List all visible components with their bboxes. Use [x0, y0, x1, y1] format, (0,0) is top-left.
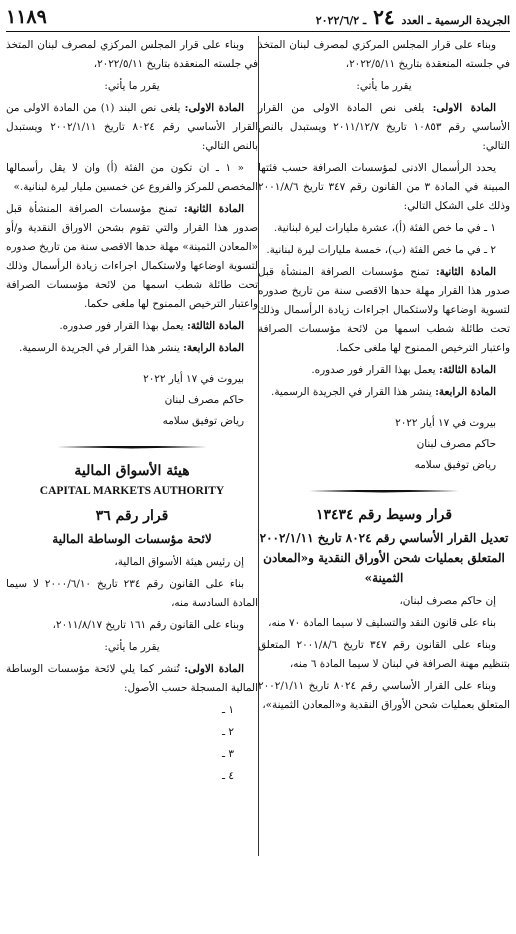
list-item: ٢ ـ في ما خص الفئة (ب)، خمسة مليارات ليرة لبنانية.	[266, 244, 496, 256]
right-column	[258, 36, 510, 718]
authority-name-arabic: هيئة الأسواق المالية	[74, 463, 190, 479]
article-text: يلغى نص البند (١) من المادة الاولى من القرار الأساسي رقم ٨٠٢٤ تاريخ ٢٠٠٢/١/١١ ويستبدل بالنص التالي:	[6, 102, 259, 152]
article-text: يعمل بهذا القرار فور صدوره.	[59, 320, 184, 332]
paragraph: وبناء على القانون رقم ٣٤٧ تاريخ ٢٠٠١/٨/٦ المتعلق بتنظيم مهنة الصرافة في لبنان لا سيما المادة ٦ منه،	[258, 639, 510, 670]
article-text: ينشر هذا القرار في الجريدة الرسمية.	[271, 386, 432, 398]
article-1	[258, 99, 510, 156]
issue-date: ـ ٢٠٢٢/٦/٢	[315, 14, 367, 27]
paragraph: بناء على القانون رقم ٢٣٤ تاريخ ٢٠٠٠/٦/١٠ لا سيما المادة السادسة منه،	[6, 578, 258, 609]
signature-title: حاكم مصرف لبنان	[164, 394, 244, 406]
article-text: ينشر هذا القرار في الجريدة الرسمية.	[19, 342, 180, 354]
decision-subtitle-line: تعديل القرار الأساسي رقم ٨٠٢٤ تاريخ ٢٠٠٢/١/١١	[259, 531, 509, 545]
left-column	[6, 36, 258, 789]
decision-title: قرار وسيط رقم ١٣٤٣٤	[315, 507, 453, 523]
list-item: ١ ـ	[222, 704, 234, 716]
decision-title: قرار رقم ٣٦	[95, 508, 169, 524]
article-text: تمنح مؤسسات الصرافة المنشأة قبل صدور هذا القرار مهلة حدها الاقصى سنة من تاريخ صدوره لتسوية اوضاعها ولاستكمال اجراءات زيادة الرأسمال وذلك تحت طائلة شطب اسمها من لائحة مؤسسات الصرافة واعتبار الترخيص الممنوح لها ملغى حكما.	[258, 266, 510, 354]
article-label: المادة الثالثة:	[187, 320, 244, 332]
decision-subtitle-line: المتعلق بعمليات شحن الأوراق النقدية و«المعادن الثمينة»	[263, 551, 505, 585]
article-label: المادة الاولى:	[432, 102, 496, 114]
paragraph: إن حاكم مصرف لبنان،	[399, 595, 496, 607]
quoted-text: « ١ ـ ان تكون من الفئة (أ) وان لا يقل رأسمالها المخصص للمركز والفروع عن خمسين مليار ليرة لبنانية.»	[6, 162, 258, 193]
signature-title: حاكم مصرف لبنان	[416, 438, 496, 450]
article-3	[258, 361, 510, 380]
page-number: ١١٨٩	[6, 6, 47, 28]
article-text: يلغى نص المادة الاولى من القرار الأساسي رقم ١٠٨٥٣ تاريخ ٢٠١١/١٢/٧ ويستبدل بالنص التالي:	[258, 102, 511, 152]
article-3	[6, 317, 258, 336]
article-text: تُنشر كما يلي لائحة مؤسسات الوساطة المالية المسجلة حسب الأصول:	[6, 663, 258, 694]
article-1	[6, 660, 258, 698]
article-label: المادة الاولى:	[184, 663, 244, 675]
section-divider	[6, 440, 258, 454]
paragraph: وبناء على القرار الأساسي رقم ٨٠٢٤ تاريخ ٢٠٠٢/١/١١ المتعلق بعمليات شحن الأوراق النقدية و«المعادن الثمينة»،	[258, 680, 510, 711]
article-4	[258, 383, 510, 402]
issue-number: ٢٤	[373, 5, 395, 29]
decision-subtitle	[258, 528, 510, 588]
journal-name: الجريدة الرسمية ـ العدد	[401, 14, 510, 27]
decides-heading: يقرر ما يأتي:	[104, 80, 160, 92]
article-label: المادة الثالثة:	[439, 364, 496, 376]
article-1	[6, 99, 258, 156]
signature-name: رياض توفيق سلامه	[414, 459, 496, 471]
paragraph: وبناء على قرار المجلس المركزي لمصرف لبنان المتخذ في جلسته المنعقدة بتاريخ ٢٠٢٢/٥/١١،	[258, 39, 510, 70]
article-text: يعمل بهذا القرار فور صدوره.	[311, 364, 436, 376]
paragraph: إن رئيس هيئة الأسواق المالية،	[114, 556, 244, 568]
list-item: ١ ـ في ما خص الفئة (أ)، عشرة مليارات ليرة لبنانية.	[273, 222, 496, 234]
decides-heading: يقرر ما يأتي:	[104, 641, 160, 653]
decision-subtitle: لائحة مؤسسات الوساطة المالية	[52, 532, 212, 546]
article-label: المادة الرابعة:	[435, 386, 496, 398]
article-label: المادة الثانية:	[183, 203, 244, 215]
article-2	[258, 263, 510, 358]
article-label: المادة الاولى:	[184, 102, 244, 114]
paragraph: وبناء على قرار المجلس المركزي لمصرف لبنان المتخذ في جلسته المنعقدة بتاريخ ٢٠٢٢/٥/١١،	[6, 39, 258, 70]
journal-title	[316, 5, 510, 29]
page-header	[6, 4, 510, 30]
article-2	[6, 200, 258, 314]
list-item: ٣ ـ	[222, 748, 234, 760]
signature-name: رياض توفيق سلامه	[162, 415, 244, 427]
decides-heading: يقرر ما يأتي:	[356, 80, 412, 92]
article-label: المادة الثانية:	[435, 266, 496, 278]
column-divider	[258, 36, 259, 856]
paragraph: وبناء على القانون رقم ١٦١ تاريخ ٢٠١١/٨/١٧،	[52, 619, 244, 631]
paragraph: يحدد الرأسمال الادنى لمؤسسات الصرافة حسب فئتها المبينة في المادة ٣ من القانون رقم ٣٤٧ تاريخ ٢٠٠١/٨/٦ وذلك على الشكل التالي:	[258, 162, 511, 212]
signature-place-date: بيروت في ١٧ أيار ٢٠٢٢	[395, 417, 496, 429]
list-item: ٤ ـ	[222, 770, 234, 782]
paragraph: بناء على قانون النقد والتسليف لا سيما المادة ٧٠ منه،	[268, 617, 496, 629]
article-4	[6, 339, 258, 358]
signature-place-date: بيروت في ١٧ أيار ٢٠٢٢	[143, 373, 244, 385]
header-rule	[6, 31, 510, 32]
authority-name-english: CAPITAL MARKETS AUTHORITY	[39, 485, 225, 497]
list-item: ٢ ـ	[222, 726, 234, 738]
article-text: تمنح مؤسسات الصرافة المنشأة قبل صدور هذا القرار والتي تقوم بشحن الاوراق النقدية و/أو «المعادن الثمينة» مهلة حدها الاقصى سنة من تاريخ صدوره لتسوية اوضاعها ولاستكمال اجراءات زيادة الرأسمال وذلك تحت طائلة شطب اسمها من لائحة مؤسسات الصرافة واعتبار الترخيص الممنوح لها ملغى حكما.	[6, 203, 258, 310]
section-divider	[258, 484, 510, 498]
article-label: المادة الرابعة:	[183, 342, 244, 354]
